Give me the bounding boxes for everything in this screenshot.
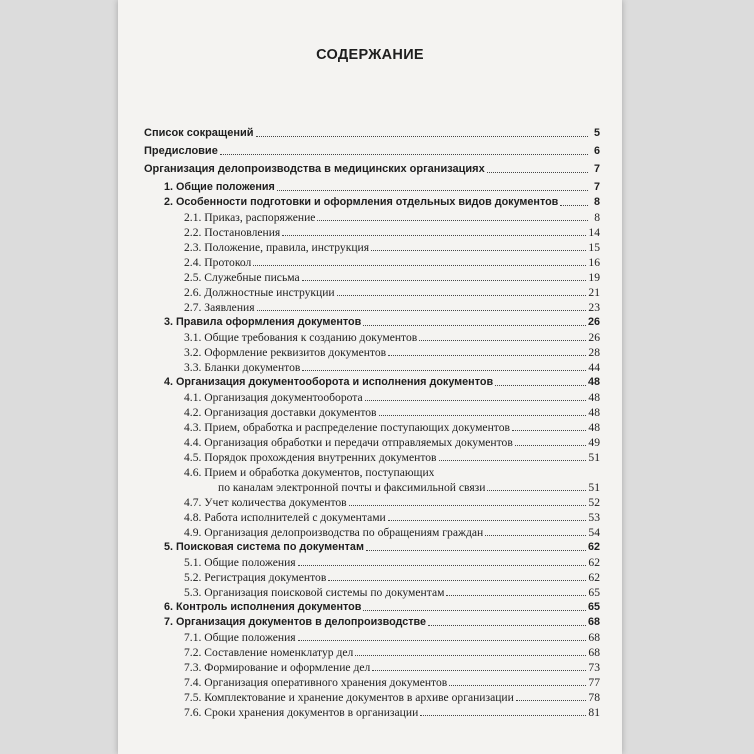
dot-leader (439, 460, 587, 461)
toc-entry (144, 344, 600, 359)
toc-entry-label: 2.3. Положение, правила, инструкция (184, 241, 370, 254)
toc-entry-page-number: 14 (588, 226, 600, 239)
toc-entry-label: 7.5. Комплектование и хранение документов в архиве организации (184, 691, 514, 704)
toc-entry-page-number: 73 (588, 661, 600, 674)
toc-entry-page-number: 77 (588, 676, 600, 689)
dot-leader (446, 595, 586, 596)
toc-entry-label: 5.3. Организация поисковой системы по документам (184, 586, 445, 599)
dot-leader (257, 310, 587, 311)
toc-entry-label: 2.2. Постановления (184, 226, 281, 239)
toc-entry-label: 7.6. Сроки хранения документов в организации (184, 706, 419, 719)
toc-entry (144, 584, 600, 599)
table-of-contents (144, 125, 600, 719)
toc-entry (144, 299, 600, 314)
toc-entry (144, 419, 600, 434)
dot-leader (487, 490, 586, 491)
toc-entry-page-number: 48 (588, 406, 600, 419)
toc-entry-label: 3.2. Оформление реквизитов документов (184, 346, 387, 359)
toc-entry-label: 2.5. Служебные письма (184, 271, 300, 284)
toc-entry-label: 3. Правила оформления документов (164, 316, 362, 328)
toc-entry-label: 7.1. Общие положения (184, 631, 296, 644)
toc-entry-label: 1. Общие положения (164, 181, 275, 193)
toc-entry-page-number: 68 (587, 616, 600, 628)
dot-leader (449, 685, 586, 686)
toc-entry (144, 629, 600, 644)
dot-leader (495, 385, 586, 386)
toc-entry (144, 554, 600, 569)
dot-leader (388, 520, 587, 521)
toc-entry (144, 179, 600, 194)
toc-entry-label: 2. Особенности подготовки и оформления отдельных видов документов (164, 196, 559, 208)
toc-entry-label: 4.2. Организация доставки документов (184, 406, 377, 419)
dot-leader (363, 610, 586, 611)
toc-entry-label: 6. Контроль исполнения документов (164, 601, 362, 613)
dot-leader (302, 370, 586, 371)
dot-leader (379, 415, 587, 416)
toc-entry-label: 2.1. Приказ, распоряжение (184, 211, 316, 224)
toc-entry-page-number: 81 (588, 706, 600, 719)
dot-leader (516, 700, 587, 701)
toc-entry (144, 509, 600, 524)
toc-entry-page-number: 5 (593, 127, 600, 139)
toc-entry (144, 434, 600, 449)
toc-entry (144, 464, 600, 479)
dot-leader (420, 715, 586, 716)
dot-leader (560, 205, 588, 206)
toc-entry-page-number: 68 (588, 646, 600, 659)
toc-entry (144, 254, 600, 269)
toc-entry (144, 194, 600, 209)
toc-entry-page-number: 7 (593, 181, 600, 193)
toc-entry-page-number: 53 (588, 511, 600, 524)
toc-entry-page-number: 65 (588, 586, 600, 599)
toc-entry-label: 7.2. Составление номенклатур дел (184, 646, 354, 659)
toc-entry-label: 5. Поисковая система по документам (164, 541, 364, 553)
toc-entry (144, 224, 600, 239)
dot-leader (365, 400, 587, 401)
toc-entry-page-number: 62 (587, 541, 600, 553)
toc-entry-page-number: 78 (588, 691, 600, 704)
toc-entry (144, 599, 600, 614)
dot-leader (253, 265, 586, 266)
toc-entry-label: 4.6. Прием и обработка документов, поступающих (184, 466, 435, 479)
toc-entry-label: 4.7. Учет количества документов (184, 496, 347, 509)
dot-leader (366, 550, 586, 551)
toc-entry-page-number: 28 (588, 346, 600, 359)
toc-entry-page-number: 48 (587, 376, 600, 388)
toc-entry-page-number: 51 (588, 451, 600, 464)
toc-entry-page-number: 8 (593, 196, 600, 208)
toc-entry-label: Предисловие (144, 145, 218, 157)
toc-entry (144, 143, 600, 158)
toc-entry-page-number: 62 (588, 571, 600, 584)
toc-entry-page-number: 54 (588, 526, 600, 539)
dot-leader (298, 565, 587, 566)
dot-leader (372, 670, 586, 671)
toc-entry-label: 2.4. Протокол (184, 256, 252, 269)
toc-entry (144, 704, 600, 719)
toc-entry-page-number: 6 (593, 145, 600, 157)
toc-entry (144, 209, 600, 224)
toc-entry-page-number: 49 (588, 436, 600, 449)
toc-entry-label: 4.1. Организация документооборота (184, 391, 363, 404)
toc-entry-label: Организация делопроизводства в медицинских организациях (144, 163, 485, 175)
toc-entry-label: 7. Организация документов в делопроизводстве (164, 616, 427, 628)
toc-entry-label: 4.8. Работа исполнителей с документами (184, 511, 386, 524)
dot-leader (485, 535, 586, 536)
toc-entry (144, 479, 600, 494)
toc-entry-page-number: 52 (588, 496, 600, 509)
toc-entry-page-number: 65 (587, 601, 600, 613)
toc-entry-label: 4.3. Прием, обработка и распределение поступающих документов (184, 421, 510, 434)
book-page (118, 0, 622, 754)
dot-leader (388, 355, 586, 356)
toc-entry-page-number: 26 (588, 331, 600, 344)
dot-leader (317, 220, 588, 221)
dot-leader (512, 430, 586, 431)
toc-entry-label: 4.9. Организация делопроизводства по обращениям граждан (184, 526, 484, 539)
toc-entry-page-number: 8 (594, 211, 600, 224)
toc-entry-page-number: 23 (588, 301, 600, 314)
toc-entry (144, 125, 600, 140)
toc-entry (144, 539, 600, 554)
dot-leader (337, 295, 587, 296)
toc-entry (144, 359, 600, 374)
toc-entry-label: 2.6. Должностные инструкции (184, 286, 335, 299)
toc-entry-label: 2.7. Заявления (184, 301, 255, 314)
toc-entry-page-number: 16 (588, 256, 600, 269)
toc-entry-label: 3.3. Бланки документов (184, 361, 301, 374)
dot-leader (282, 235, 586, 236)
toc-entry (144, 314, 600, 329)
toc-entry-page-number: 48 (588, 391, 600, 404)
toc-entry-label: 5.1. Общие положения (184, 556, 296, 569)
dot-leader (515, 445, 587, 446)
toc-entry-label: 3.1. Общие требования к созданию документов (184, 331, 418, 344)
toc-entry-page-number: 7 (593, 163, 600, 175)
dot-leader (328, 580, 586, 581)
toc-entry (144, 494, 600, 509)
toc-entry (144, 284, 600, 299)
dot-leader (428, 625, 586, 626)
toc-entry-label: 5.2. Регистрация документов (184, 571, 327, 584)
toc-entry-label: 4.4. Организация обработки и передачи отправляемых документов (184, 436, 513, 449)
toc-entry-page-number: 51 (588, 481, 600, 494)
toc-entry (144, 329, 600, 344)
dot-leader (487, 172, 588, 173)
dot-leader (363, 325, 586, 326)
toc-entry (144, 449, 600, 464)
toc-entry-label: 7.4. Организация оперативного хранения документов (184, 676, 448, 689)
toc-entry-label: 7.3. Формирование и оформление дел (184, 661, 371, 674)
dot-leader (371, 250, 586, 251)
dot-leader (302, 280, 587, 281)
toc-entry-label: по каналам электронной почты и факсимильной связи (218, 481, 486, 494)
toc-entry-page-number: 26 (587, 316, 600, 328)
toc-entry (144, 374, 600, 389)
dot-leader (256, 136, 589, 137)
dot-leader (349, 505, 587, 506)
dot-leader (419, 340, 586, 341)
toc-entry (144, 659, 600, 674)
toc-entry-page-number: 19 (588, 271, 600, 284)
toc-entry-page-number: 68 (588, 631, 600, 644)
dot-leader (298, 640, 587, 641)
toc-entry-page-number: 62 (588, 556, 600, 569)
toc-entry (144, 644, 600, 659)
toc-entry (144, 161, 600, 176)
toc-entry-page-number: 48 (588, 421, 600, 434)
dot-leader (220, 154, 588, 155)
toc-entry-label: 4.5. Порядок прохождения внутренних документов (184, 451, 437, 464)
toc-entry (144, 239, 600, 254)
toc-entry (144, 389, 600, 404)
toc-entry (144, 569, 600, 584)
toc-entry-label: Список сокращений (144, 127, 254, 139)
toc-entry-label: 4. Организация документооборота и исполнения документов (164, 376, 494, 388)
toc-entry-page-number: 15 (588, 241, 600, 254)
dot-leader (355, 655, 586, 656)
page-title: СОДЕРЖАНИЕ (316, 47, 424, 63)
toc-entry (144, 524, 600, 539)
toc-entry (144, 269, 600, 284)
toc-entry (144, 689, 600, 704)
dot-leader (277, 190, 588, 191)
toc-entry-page-number: 21 (588, 286, 600, 299)
toc-entry (144, 674, 600, 689)
toc-entry (144, 614, 600, 629)
toc-entry (144, 404, 600, 419)
toc-entry-page-number: 44 (588, 361, 600, 374)
